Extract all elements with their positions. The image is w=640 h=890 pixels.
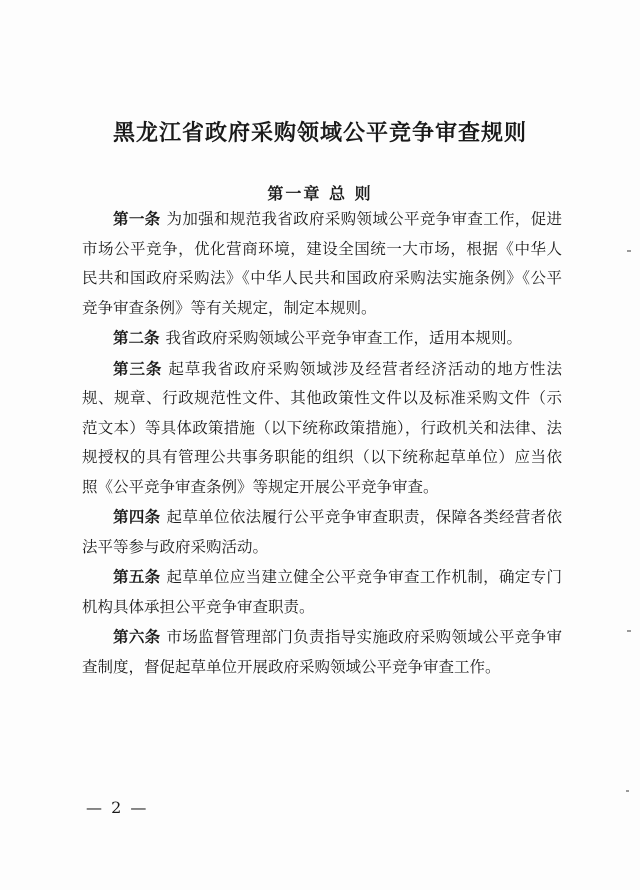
article-text: 我省政府采购领域公平竞争审查工作，适用本规则。 xyxy=(165,329,523,347)
article-2 xyxy=(82,323,562,354)
document-body xyxy=(82,204,562,682)
scan-mark xyxy=(627,250,631,252)
scan-mark xyxy=(627,630,631,632)
article-label: 第六条 xyxy=(113,627,161,646)
article-label: 第四条 xyxy=(113,507,161,526)
scan-mark xyxy=(626,790,629,792)
chapter-heading: 第一章 总 则 xyxy=(267,184,373,203)
article-text: 起草单位应当建立健全公平竞争审查工作机制，确定专门机构具体承担公平竞争审查职责。 xyxy=(82,568,562,616)
article-text: 起草我省政府采购领域涉及经营者经济活动的地方性法规、规章、行政规范性文件、其他政策性文件以及标准采购文件（示范文本）等具体政策措施（以下统称政策措施），行政机关和法律、法规授权的具有管理公共事务职能的组织（以下统称起草单位）应当依照《公平竞争审查条例》等规定开展公平竞争审查。 xyxy=(82,359,562,496)
page-number: — 2 — xyxy=(86,798,149,817)
article-4 xyxy=(82,502,562,562)
article-1 xyxy=(82,204,562,323)
article-label: 第二条 xyxy=(113,328,160,347)
article-label: 第三条 xyxy=(113,358,163,378)
article-text: 市场监督管理部门负责指导实施政府采购领域公平竞争审查制度，督促起草单位开展政府采购领域公平竞争审查工作。 xyxy=(82,628,562,676)
article-text: 起草单位依法履行公平竞争审查职责，保障各类经营者依法平等参与政府采购活动。 xyxy=(82,508,562,556)
article-label: 第一条 xyxy=(113,209,161,228)
article-5 xyxy=(82,562,562,622)
document-title: 黑龙江省政府采购领域公平竞争审查规则 xyxy=(112,120,527,146)
article-label: 第五条 xyxy=(113,567,161,586)
article-6 xyxy=(82,622,562,682)
article-text: 为加强和规范我省政府采购领域公平竞争审查工作，促进市场公平竞争，优化营商环境，建设全国统一大市场，根据《中华人民共和国政府采购法》《中华人民共和国政府采购法实施条例》《公平竞争审查条例》等有关规定，制定本规则。 xyxy=(82,210,562,317)
article-3 xyxy=(82,354,562,503)
